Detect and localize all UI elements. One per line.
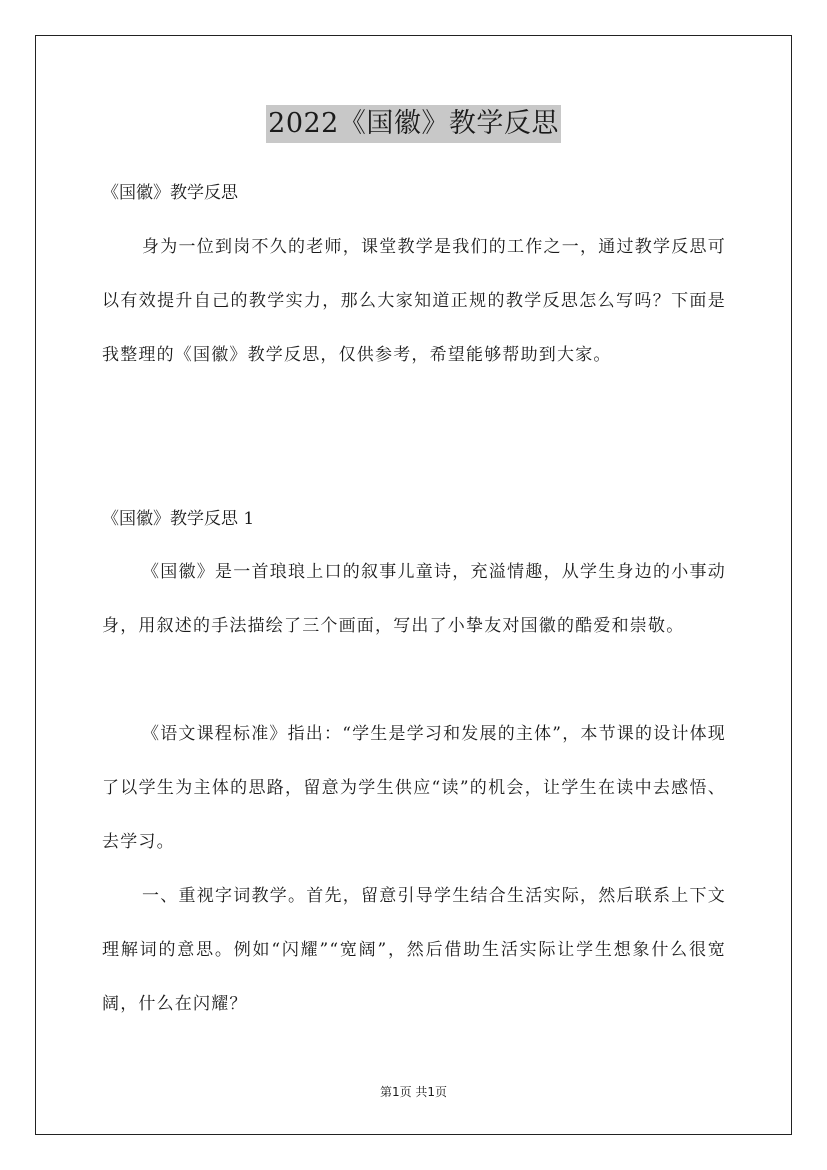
document-title (0, 102, 827, 143)
intro-paragraph: 身为一位到岗不久的老师，课堂教学是我们的工作之一，通过教学反思可以有效提升自己的教学实力，那么大家知道正规的教学反思怎么写吗？下面是我整理的《国徽》教学反思，仅供参考，希望能够帮助到大家。 (102, 237, 726, 365)
section1-paragraph-3: 一、重视字词教学。首先，留意引导学生结合生活实际，然后联系上下文理解词的意思。例如“闪耀”“宽阔”，然后借助生活实际让学生想象什么很宽阔，什么在闪耀？ (102, 886, 726, 1014)
page-number-footer: 第1页 共1页 (379, 1085, 448, 1099)
section1-paragraph-1: 《国徽》是一首琅琅上口的叙事儿童诗，充溢情趣，从学生身边的小事动身，用叙述的手法描绘了三个画面，写出了小挚友对国徽的酷爱和崇敬。 (102, 562, 726, 636)
section1-paragraph-2: 《语文课程标准》指出：“学生是学习和发展的主体”，本节课的设计体现了以学生为主体的思路，留意为学生供应“读”的机会，让学生在读中去感悟、去学习。 (102, 724, 726, 852)
document-title-text: 2022《国徽》教学反思 (266, 105, 561, 143)
intro-heading: 《国徽》教学反思 (102, 183, 238, 203)
section1-heading: 《国徽》教学反思 1 (102, 509, 255, 529)
